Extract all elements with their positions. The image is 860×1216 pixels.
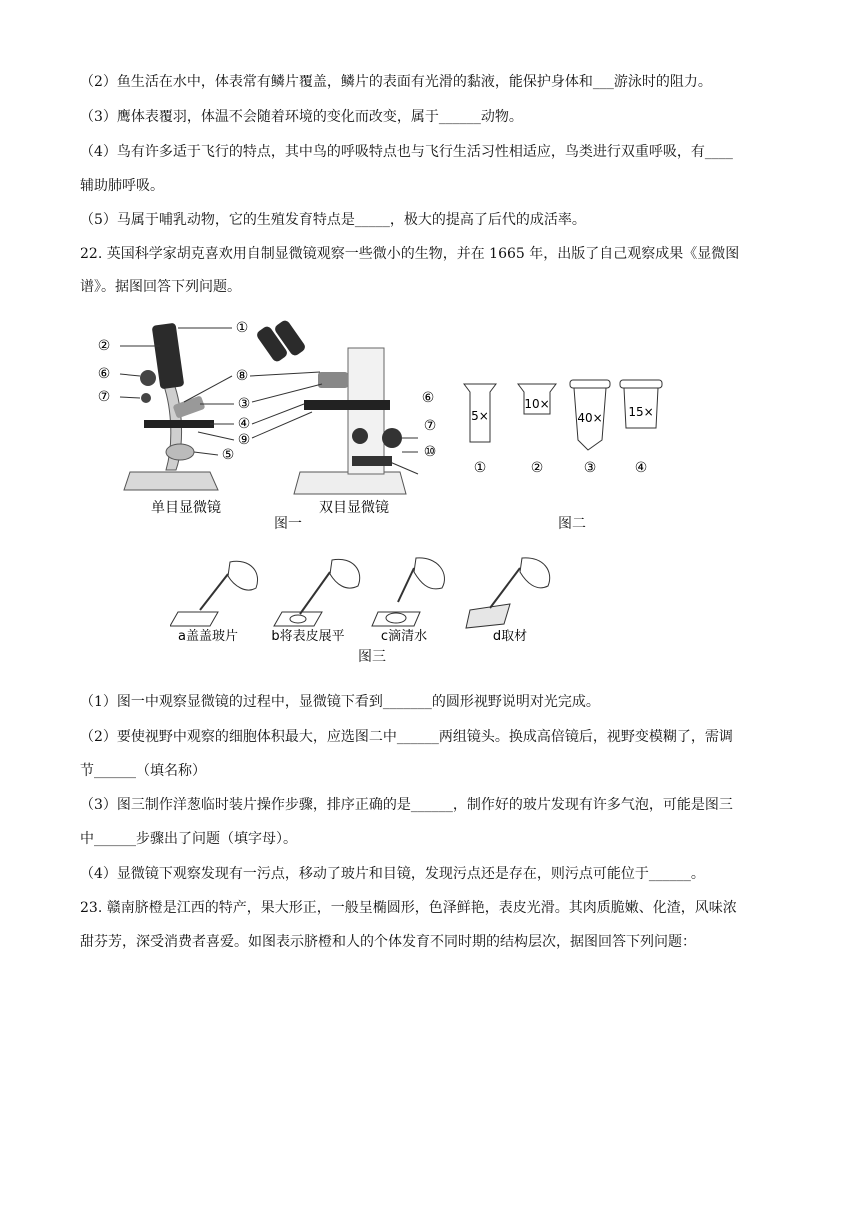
q23-stem-line1: 23. 赣南脐橙是江西的特产，果大形正，一般呈椭圆形，色泽鲜艳，表皮光滑。其肉质脆嫩、化渣，风味浓 xyxy=(80,900,737,916)
figure1-title: 图一 xyxy=(274,516,302,532)
marker-mid-4: ④ xyxy=(237,416,251,432)
q21-part4-line1: （4）鸟有许多适于飞行的特点，其中鸟的呼吸特点也与飞行生活习性相适应，鸟类进行双重呼吸，有____ xyxy=(80,144,733,160)
q22-part4: （4）显微镜下观察发现有一污点，移动了玻片和目镜，发现污点还是存在，则污点可能位于______。 xyxy=(80,866,705,882)
step-a-illustration xyxy=(170,561,258,626)
lens-2-eyepiece xyxy=(518,384,556,476)
figure2-title: 图二 xyxy=(558,516,586,532)
marker-mid-5: ⑤ xyxy=(221,447,235,463)
q22-part1: （1）图一中观察显微镜的过程中，显微镜下看到_______的圆形视野说明对光完成。 xyxy=(80,694,600,710)
step-c-label: c滴清水 xyxy=(380,629,428,644)
monocular-microscope xyxy=(124,323,218,490)
q23-stem-line2: 甜芬芳，深受消费者喜爱。如图表示脐橙和人的个体发育不同时期的结构层次，据图回答下列问题： xyxy=(80,934,696,950)
q22-stem-line1: 22. 英国科学家胡克喜欢用自制显微镜观察一些微小的生物，并在 1665 年，出版了自己观察成果《显微图 xyxy=(80,246,740,262)
lens-3-num: ③ xyxy=(583,460,597,476)
marker-left-2: ② xyxy=(97,338,111,354)
lens-4-objective xyxy=(620,380,662,476)
q22-part2-line1: （2）要使视野中观察的细胞体积最大，应选图二中______两组镜头。换成高倍镜后，视野变模糊了，需调 xyxy=(80,729,733,745)
q22-part3-line2: 中______步骤出了问题（填字母）。 xyxy=(80,831,297,847)
marker-left-6: ⑥ xyxy=(97,366,111,382)
step-b-label: b将表皮展平 xyxy=(271,629,345,644)
figure-microscopes xyxy=(90,312,710,532)
bino-scope-label: 双目显微镜 xyxy=(319,500,389,516)
marker-right-7: ⑦ xyxy=(423,418,437,434)
marker-right-6: ⑥ xyxy=(421,390,435,406)
lens-2-num: ② xyxy=(530,460,544,476)
q22-part2-line2: 节______（填名称） xyxy=(80,763,206,779)
marker-left-7: ⑦ xyxy=(97,389,111,405)
q22-stem-line2: 谱》。据图回答下列问题。 xyxy=(80,279,241,295)
lens-3-objective xyxy=(570,380,610,476)
lens-4-num: ④ xyxy=(634,460,648,476)
lens-4-mark: 15× xyxy=(628,405,654,419)
q21-part3: （3）鹰体表覆羽，体温不会随着环境的变化而改变，属于______动物。 xyxy=(80,109,523,125)
q22-part3-line1: （3）图三制作洋葱临时装片操作步骤，排序正确的是______，制作好的玻片发现有许多气泡，可能是图三 xyxy=(80,797,733,813)
q21-part2: （2）鱼生活在水中，体表常有鳞片覆盖，鳞片的表面有光滑的黏液，能保护身体和___游泳时的阻力。 xyxy=(80,74,712,90)
step-d-illustration xyxy=(466,558,550,628)
step-d-label: d取材 xyxy=(492,629,528,644)
lens-3-mark: 40× xyxy=(577,411,603,425)
marker-right-10: ⑩ xyxy=(423,444,437,460)
lens-1-mark: 5× xyxy=(471,409,489,423)
lens-2-mark: 10× xyxy=(524,397,550,411)
figure3-title: 图三 xyxy=(358,649,386,665)
lens-1-num: ① xyxy=(473,460,487,476)
marker-mid-9: ⑨ xyxy=(237,432,251,448)
step-c-illustration xyxy=(372,558,444,626)
marker-mid-1: ① xyxy=(235,320,249,336)
q21-part5: （5）马属于哺乳动物，它的生殖发育特点是_____，极大的提高了后代的成活率。 xyxy=(80,212,586,228)
mono-scope-label: 单目显微镜 xyxy=(151,500,221,516)
marker-mid-8: ⑧ xyxy=(235,368,249,384)
binocular-microscope xyxy=(255,319,406,494)
figure-slide-steps xyxy=(170,552,570,644)
q21-part4-line2: 辅助肺呼吸。 xyxy=(80,178,164,194)
step-a-label: a盖盖玻片 xyxy=(178,629,238,644)
marker-mid-3: ③ xyxy=(237,396,251,412)
step-b-illustration xyxy=(274,559,360,626)
lens-1-eyepiece xyxy=(464,384,496,476)
